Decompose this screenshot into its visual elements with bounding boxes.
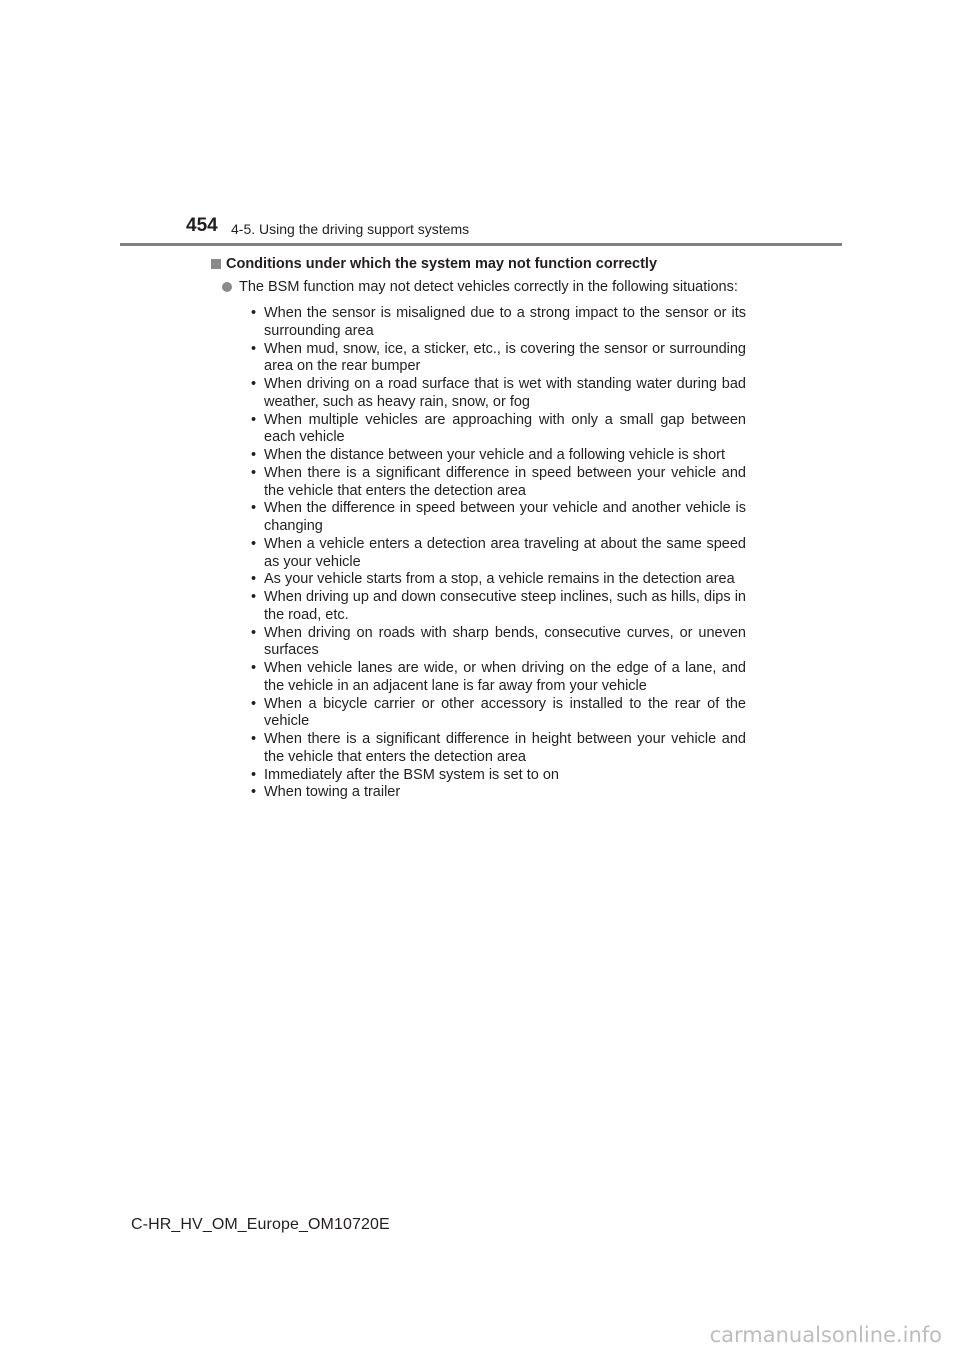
circle-bullet-icon bbox=[222, 282, 232, 292]
dot-bullet-icon: • bbox=[251, 589, 257, 605]
list-item bbox=[251, 784, 746, 802]
list-item bbox=[251, 571, 746, 589]
list-item bbox=[251, 376, 746, 412]
dot-bullet-icon: • bbox=[251, 766, 257, 783]
list-item bbox=[251, 500, 746, 536]
document-id: C-HR_HV_OM_Europe_OM10720E bbox=[131, 1216, 390, 1233]
dot-bullet-icon: • bbox=[251, 305, 257, 321]
list-item-text: When towing a trailer bbox=[264, 784, 401, 801]
list-item-text: When driving on roads with sharp bends, consecutive curves, or uneven surfaces bbox=[264, 624, 746, 659]
conditions-list bbox=[210, 305, 746, 802]
list-item bbox=[251, 305, 746, 341]
watermark-link[interactable]: carmanualsonline.info bbox=[709, 1323, 942, 1347]
list-item-text: When the distance between your vehicle and a following vehicle is short bbox=[264, 447, 726, 463]
list-item-text: When the sensor is misaligned due to a strong impact to the sensor or its surrounding area bbox=[264, 305, 746, 339]
list-item-text: When driving up and down consecutive steep inclines, such as hills, dips in the road, etc. bbox=[264, 589, 746, 623]
page-number: 454 bbox=[186, 215, 218, 236]
square-bullet-icon bbox=[211, 259, 221, 269]
dot-bullet-icon: • bbox=[251, 784, 257, 801]
dot-bullet-icon: • bbox=[251, 624, 257, 641]
page-content bbox=[210, 255, 746, 802]
list-item bbox=[251, 447, 746, 465]
list-item bbox=[251, 536, 746, 572]
list-item-text: As your vehicle starts from a stop, a vehicle remains in the detection area bbox=[264, 571, 735, 588]
list-item-text: When a vehicle enters a detection area traveling at about the same speed as your vehicle bbox=[264, 535, 746, 570]
header-divider bbox=[120, 243, 842, 246]
dot-bullet-icon: • bbox=[251, 571, 257, 588]
list-item bbox=[251, 767, 746, 785]
list-item-text: When multiple vehicles are approaching with only a small gap between each vehicle bbox=[264, 411, 746, 446]
section-title: 4-5. Using the driving support systems bbox=[231, 221, 470, 237]
list-item-text: When vehicle lanes are wide, or when driving on the edge of a lane, and the vehicle in an adjacent lane is far away from your vehicle bbox=[264, 660, 746, 694]
list-item-text: When there is a significant difference in height between your vehicle and the vehicle that enters the detection area bbox=[264, 731, 746, 765]
dot-bullet-icon: • bbox=[251, 500, 257, 517]
dot-bullet-icon: • bbox=[251, 660, 257, 676]
dot-bullet-icon: • bbox=[251, 340, 257, 357]
conditions-heading-text: Conditions under which the system may not function correctly bbox=[226, 256, 658, 272]
list-item bbox=[251, 660, 746, 696]
list-item bbox=[251, 412, 746, 448]
conditions-heading bbox=[210, 255, 746, 273]
dot-bullet-icon: • bbox=[251, 731, 257, 747]
list-item-text: When there is a significant difference in speed between your vehicle and the vehicle that enters the detection area bbox=[264, 464, 746, 499]
dot-bullet-icon: • bbox=[251, 411, 257, 428]
list-item bbox=[251, 696, 746, 732]
dot-bullet-icon: • bbox=[251, 535, 257, 552]
list-item-text: When driving on a road surface that is wet with standing water during bad weather, such as heavy rain, snow, or fog bbox=[264, 376, 746, 410]
bsm-detection-text: The BSM function may not detect vehicles correctly in the following situations: bbox=[239, 279, 738, 295]
dot-bullet-icon: • bbox=[251, 376, 257, 392]
list-item-text: Immediately after the BSM system is set to on bbox=[264, 766, 559, 783]
dot-bullet-icon: • bbox=[251, 695, 257, 712]
list-item bbox=[251, 341, 746, 377]
dot-bullet-icon: • bbox=[251, 464, 257, 481]
list-item-text: When mud, snow, ice, a sticker, etc., is covering the sensor or surrounding area on the rear bumper bbox=[264, 340, 746, 375]
dot-bullet-icon: • bbox=[251, 447, 257, 463]
list-item bbox=[251, 731, 746, 767]
list-item-text: When a bicycle carrier or other accessory is installed to the rear of the vehicle bbox=[264, 695, 746, 730]
list-item bbox=[251, 589, 746, 625]
list-item-text: When the difference in speed between your vehicle and another vehicle is changing bbox=[264, 500, 746, 534]
bsm-detection-paragraph bbox=[210, 278, 746, 296]
list-item bbox=[251, 625, 746, 661]
list-item bbox=[251, 465, 746, 501]
